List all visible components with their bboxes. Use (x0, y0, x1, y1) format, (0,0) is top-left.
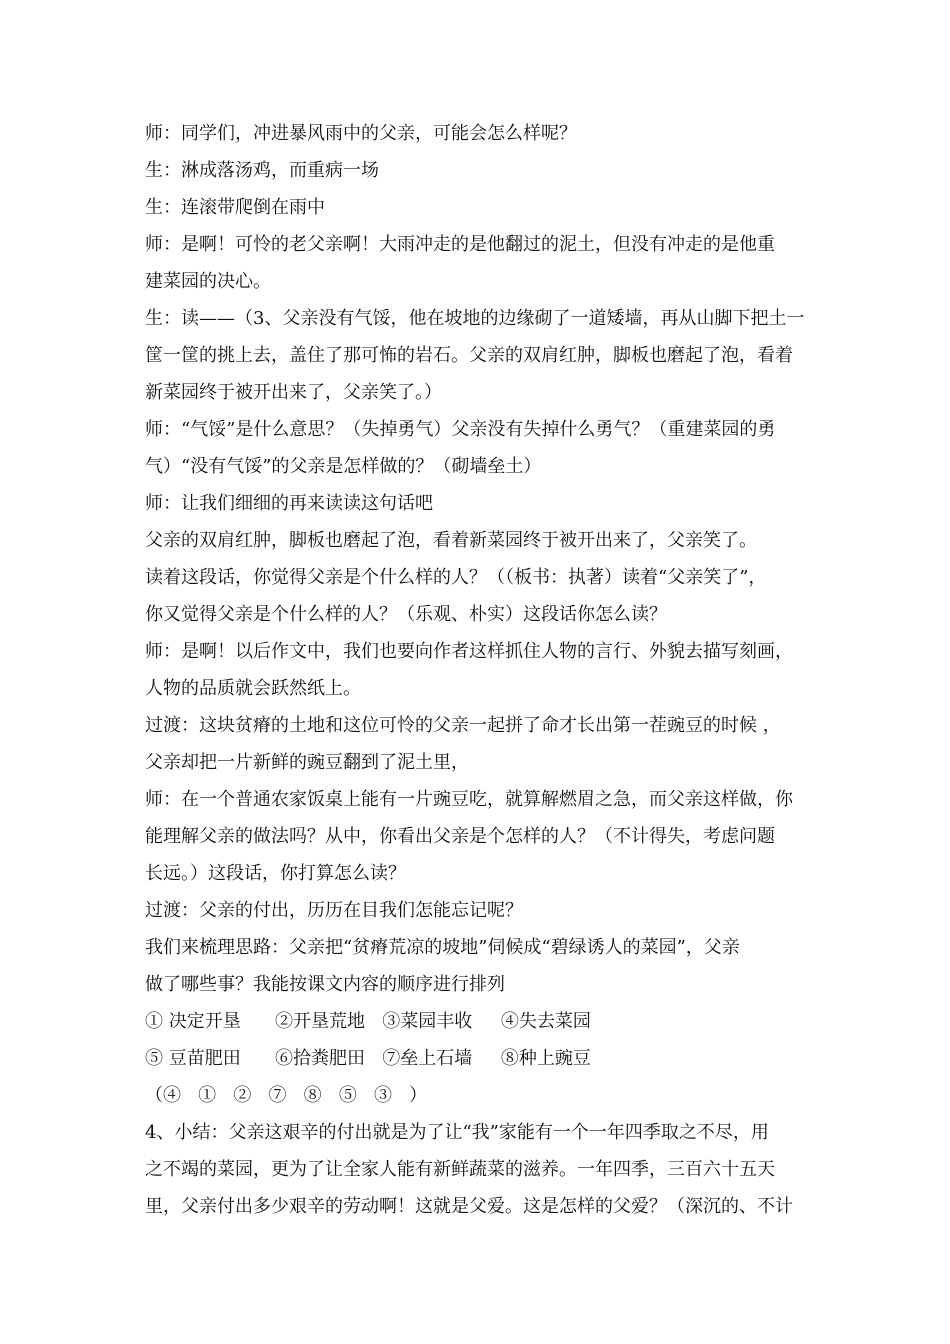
text-line: 人物的品质就会跃然纸上。 (145, 678, 361, 699)
text-line: 过渡：这块贫瘠的土地和这位可怜的父亲一起拼了命才长出第一茬豌豆的时候 ， (145, 715, 781, 736)
text-line: 里，父亲付出多少艰辛的劳动啊！这就是父爱。这是怎样的父爱？（深沉的、不计 (145, 1196, 793, 1217)
text-line: 师：在一个普通农家饭桌上能有一片豌豆吃，就算解燃眉之急，而父亲这样做，你 (145, 789, 793, 810)
text-line: 你又觉得父亲是个什么样的人？（乐观、朴实）这段话你怎么读？ (145, 604, 667, 625)
answer-sequence: （④ ① ② ⑦ ⑧ ⑤ ③ ） (145, 1085, 428, 1106)
text-line: 长远。）这段话，你打算怎么读？ (145, 863, 406, 884)
text-line: 父亲的双肩红肿，脚板也磨起了泡，看着新菜园终于被开出来了，父亲笑了。 (145, 530, 757, 551)
text-line: 生：读——（3、父亲没有气馁，他在坡地的边缘砌了一道矮墙，再从山脚下把土一 (145, 308, 805, 329)
text-line: 师：“气馁”是什么意思？（失掉勇气）父亲没有失掉什么勇气？（重建菜园的勇 (145, 419, 776, 440)
text-line: 过渡：父亲的付出，历历在目我们怎能忘记呢？ (145, 900, 523, 921)
text-line: 生：连滚带爬倒在雨中 (145, 197, 325, 218)
text-line: 我们来梳理思路：父亲把“贫瘠荒凉的坡地”伺候成“碧绿诱人的菜园”，父亲 (145, 937, 740, 958)
text-line: 读着这段话，你觉得父亲是个什么样的人？（（板书：执著）读着“父亲笑了”， (145, 567, 767, 588)
list-row: ⑤ 豆苗肥田 ⑥拾粪肥田 ⑦垒上石墙 ⑧种上豌豆 (145, 1048, 591, 1069)
list-row: ① 决定开垦 ②开垦荒地 ③菜园丰收 ④失去菜园 (145, 1011, 591, 1032)
text-line: 筐一筐的挑上去，盖住了那可怖的岩石。父亲的双肩红肿，脚板也磨起了泡，看着 (145, 345, 793, 366)
text-line: 4、小结：父亲这艰辛的付出就是为了让“我”家能有一个一年四季取之不尽，用 (145, 1122, 769, 1143)
document-body (145, 115, 825, 1225)
text-line: 师：是啊！以后作文中，我们也要向作者这样抓住人物的言行、外貌去描写刻画， (145, 641, 793, 662)
text-line: 建菜园的决心。 (145, 271, 271, 292)
text-line: 师：是啊！可怜的老父亲啊！大雨冲走的是他翻过的泥土，但没有冲走的是他重 (145, 234, 775, 255)
text-line: 师：让我们细细的再来读读这句话吧 (145, 493, 433, 514)
text-line: 做了哪些事？我能按课文内容的顺序进行排列 (145, 974, 505, 995)
text-line: 能理解父亲的做法吗？从中，你看出父亲是个怎样的人？（不计得失，考虑问题 (145, 826, 775, 847)
text-line: 气）“没有气馁”的父亲是怎样做的？（砌墙垒土） (145, 456, 542, 477)
text-line: 生：淋成落汤鸡，而重病一场 (145, 160, 379, 181)
text-line: 新菜园终于被开出来了，父亲笑了。） (145, 382, 442, 403)
text-line: 师：同学们，冲进暴风雨中的父亲，可能会怎么样呢？ (145, 123, 577, 144)
text-line: 父亲却把一片新鲜的豌豆翻到了泥土里， (145, 752, 469, 773)
text-line: 之不竭的菜园，更为了让全家人能有新鲜蔬菜的滋养。一年四季，三百六十五天 (145, 1159, 775, 1180)
